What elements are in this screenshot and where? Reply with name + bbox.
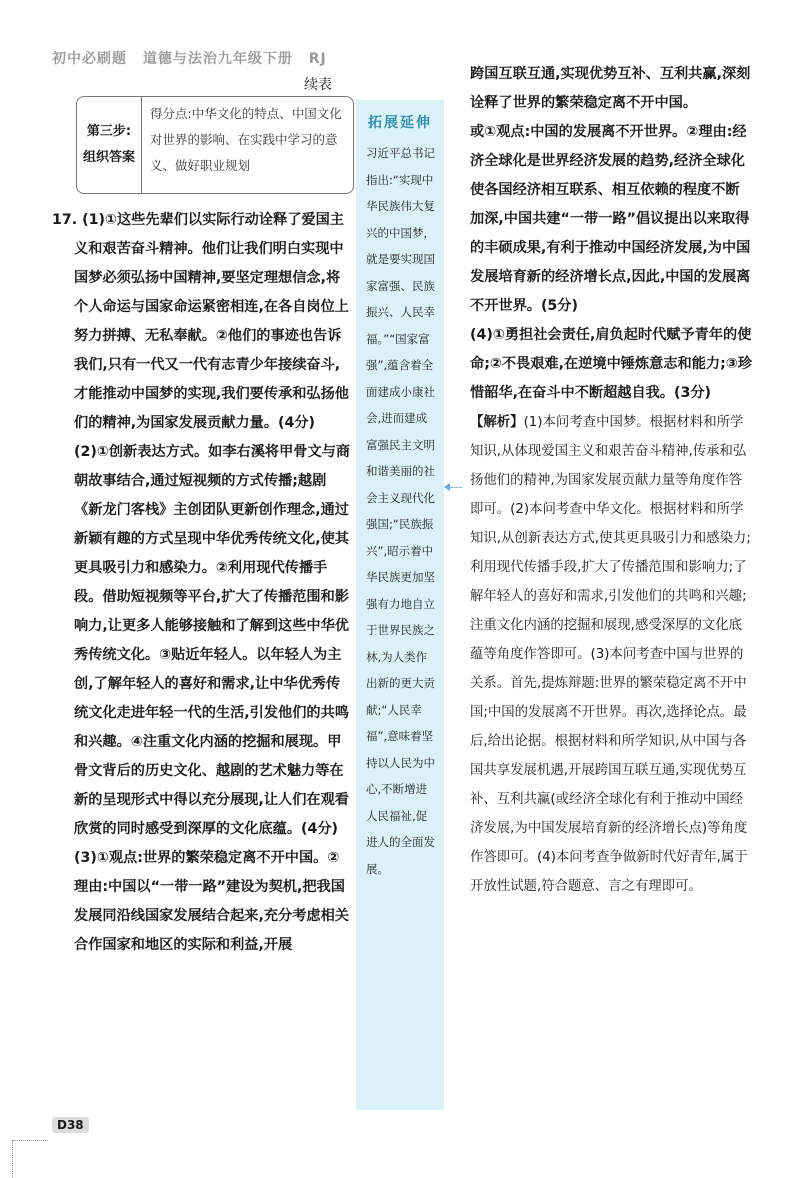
analysis-text: (1)本问考查中国梦。根据材料和所学知识,从体现爱国主义和艰苦奋斗精神,传承和弘扬他们的精神,为国家发展贡献力量等角度作答即可。(2)本问考查中华文化。根据材料和所学知识,从创新表达方式,使其更具吸引力和感染力;利用现代传播手段,扩大了传播范围和影响力;了解年轻人的喜好和需求,引发他们的共鸣和兴趣;注重文化内涵的挖掘和展现,感受深厚的文化底蕴等角度作答即可。(3)本问考查中国与世界的关系。首先,提炼辩题:世界的繁荣稳定离不开中国;中国的发展离不开世界。再次,选择论点。最后,给出论据。根据材料和所学知识,从中国与各国共享发展机遇,开展跨国互联互通,实现优势互补、互利共赢(或经济全球化有利于推动中国经济发展,为中国发展培育新的经济增长点)等角度作答即可。(4)本问考查争做新时代好青年,属于开放性试题,符合题意、言之有理即可。 — [470, 415, 751, 894]
q17-part4: (4)①勇担社会责任,肩负起时代赋予青年的使命;②不畏艰难,在逆境中锤炼意志和能力;③珍惜韶华,在奋斗中不断超越自我。(3分) — [470, 327, 752, 401]
corner-dotted-line — [12, 1140, 48, 1141]
question-number: 17. — [52, 212, 78, 228]
extension-title: 拓展延伸 — [368, 115, 432, 131]
step-label-line1: 第三步: — [86, 124, 132, 139]
continued-label: 续表 — [304, 77, 332, 93]
subject-name: 道德与法治九年级下册 — [142, 51, 293, 67]
q17-part3: (3)①观点:世界的繁荣稳定离不开中国。②理由:中国以“一带一路”建设为契机,把我国发展同沿线国家发展结合起来,充分考虑相关合作国家和地区的实际和利益,开展 — [74, 850, 349, 953]
edition-label: RJ — [308, 51, 327, 67]
analysis-tag: 【解析】 — [470, 415, 524, 430]
series-name: 初中必刷题 — [52, 51, 127, 67]
step-label-cell — [77, 97, 142, 193]
analysis-paragraph — [470, 408, 752, 901]
q17-part2: (2)①创新表达方式。如李右溪将甲骨文与商朝故事结合,通过短视频的方式传播;越剧《新龙门客栈》主创团队更新创作理念,通过新颖有趣的方式呈现中华优秀传统文化,使其更具吸引力和感染力。②利用现代传播手段。借助短视频等平台,扩大了传播范围和影响力,让更多人能够接触和了解到这些中华优秀传统文化。③贴近年轻人。以年轻人为主创,了解年轻人的喜好和需求,让中华优秀传统文化走进年轻一代的生活,引发他们的共鸣和兴趣。④注重文化内涵的挖掘和展现。甲骨文背后的历史文化、越剧的艺术魅力等在新的呈现形式中得以充分展现,让人们在观看欣赏的同时感受到深厚的文化底蕴。(4分) — [74, 444, 351, 837]
page-header — [52, 48, 337, 68]
extension-sidebar — [356, 100, 444, 1110]
right-column — [470, 60, 752, 901]
q17-part1 — [52, 206, 352, 438]
step-label-line2: 组织答案 — [82, 150, 135, 165]
page-number: D38 — [52, 1117, 89, 1133]
q17-part1-text: (1)①这些先辈们以实际行动诠释了爱国主义和艰苦奋斗精神。他们让我们明白实现中国梦必须弘扬中国精神,要坚定理想信念,将个人命运与国家命运紧密相连,在各自岗位上努力拼搏、无私奉献。②他们的事迹也告诉我们,只有一代又一代有志青少年接续奋斗,才能推动中国梦的实现,我们要传承和弘扬他们的精神,为国家发展贡献力量。(4分) — [74, 212, 349, 431]
left-column — [52, 206, 352, 960]
corner-dotted-line-vertical — [12, 1140, 13, 1178]
dashed-connector — [446, 487, 462, 488]
extension-text: 习近平总书记指出:“实现中华民族伟大复兴的中国梦,就是要实现国家富强、民族振兴、人民幸福。”“国家富强”,蕴含着全面建成小康社会,进而建成富强民主文明和谐美丽的社会主义现代化强国;“民族振兴”,昭示着中华民族更加坚强有力地自立于世界民族之林,为人类作出新的更大贡献;“人民幸福”,意味着坚持以人民为中心,不断增进人民福祉,促进人的全面发展。 — [366, 146, 435, 876]
answer-step-table — [76, 96, 354, 194]
step-content-cell: 得分点:中华文化的特点、中国文化对世界的影响、在实践中学习的意义、做好职业规划 — [150, 106, 342, 173]
q17-part3-alt: 或①观点:中国的发展离不开世界。②理由:经济全球化是世界经济发展的趋势,经济全球化使各国经济相互联系、相互依赖的程度不断加深,中国共建“一带一路”倡议提出以来取得的丰硕成果,有利于推动中国经济发展,为中国发展培育新的经济增长点,因此,中国的发展离不开世界。(5分) — [470, 124, 751, 314]
q17-part3-cont: 跨国互联互通,实现优势互补、互利共赢,深刻诠释了世界的繁荣稳定离不开中国。 — [470, 66, 751, 111]
